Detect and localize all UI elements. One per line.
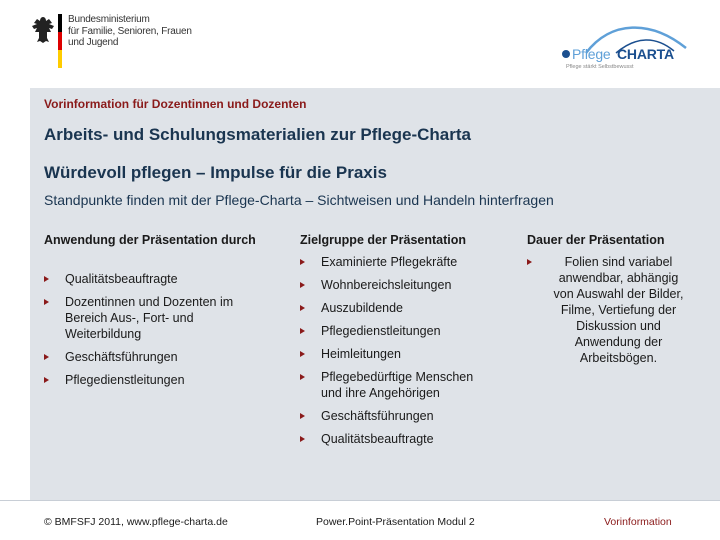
ministry-line-3: und Jugend	[68, 37, 119, 48]
german-flag-bar	[58, 14, 62, 68]
bullet-icon	[44, 377, 49, 383]
logo-word-charta: CHARTA	[617, 46, 674, 62]
list-item: Folien sind variabel anwendbar, abhängig von Auswahl der Bilder, Filme, Vertiefung der Diskussion und Anwendung der Arbeitsbögen.	[527, 254, 689, 366]
bullet-icon	[300, 351, 305, 357]
bullet-icon	[300, 282, 305, 288]
list-dauer	[527, 254, 689, 366]
logo-dot-icon	[562, 50, 570, 58]
ministry-name	[68, 14, 192, 49]
column-heading-anwendung: Anwendung der Präsentation durch	[44, 233, 256, 247]
slide-subtitle: Standpunkte finden mit der Pflege-Charta – Sichtweisen und Handeln hinterfragen	[44, 192, 554, 208]
footer-divider	[0, 500, 720, 501]
ministry-line-1: Bundesministerium	[68, 14, 150, 25]
column-heading-dauer: Dauer der Präsentation	[527, 233, 665, 247]
list-item: Heimleitungen	[300, 346, 510, 362]
list-zielgruppe	[300, 254, 510, 447]
pflege-charta-logo	[556, 24, 706, 76]
footer-copyright: © BMFSFJ 2011, www.pflege-charta.de	[44, 516, 228, 528]
list-item: Geschäftsführungen	[44, 349, 259, 365]
bullet-icon	[300, 259, 305, 265]
list-item: Wohnbereichsleitungen	[300, 277, 510, 293]
bullet-icon	[300, 413, 305, 419]
bullet-icon	[44, 276, 49, 282]
list-item: Qualitätsbeauftragte	[44, 271, 259, 287]
slide-header	[0, 0, 720, 88]
ministry-line-2: für Familie, Senioren, Frauen	[68, 25, 192, 37]
list-item: Examinierte Pflegekräfte	[300, 254, 510, 270]
bullet-icon	[44, 299, 49, 305]
list-item: Pflegebedürftige Menschen und ihre Angehörigen	[300, 369, 480, 401]
list-anwendung	[44, 271, 259, 388]
column-heading-zielgruppe: Zielgruppe der Präsentation	[300, 233, 467, 247]
bullet-icon	[300, 436, 305, 442]
logo-word-pflege: Pflege	[572, 46, 611, 62]
bullet-icon	[44, 354, 49, 360]
bullet-icon	[527, 259, 532, 265]
footer-module: Power.Point-Präsentation Modul 2	[316, 516, 475, 528]
footer-label: Vorinformation	[604, 516, 672, 528]
slide-title: Arbeits- und Schulungsmaterialien zur Pflege-Charta	[44, 125, 471, 144]
slide-title-secondary: Würdevoll pflegen – Impulse für die Praxis	[44, 163, 387, 182]
list-item: Qualitätsbeauftragte	[300, 431, 510, 447]
bullet-icon	[300, 328, 305, 334]
list-item: Pflegedienstleitungen	[300, 323, 510, 339]
pre-title: Vorinformation für Dozentinnen und Dozenten	[44, 97, 307, 111]
list-item: Geschäftsführungen	[300, 408, 510, 424]
bullet-icon	[300, 374, 305, 380]
logo-tagline: Pflege stärkt Selbstbewusst	[566, 64, 634, 70]
list-item: Dozentinnen und Dozenten im Bereich Aus-, Fort- und Weiterbildung	[44, 294, 259, 342]
bullet-icon	[300, 305, 305, 311]
list-item: Auszubildende	[300, 300, 510, 316]
federal-eagle-icon	[28, 14, 58, 46]
list-item: Pflegedienstleitungen	[44, 372, 259, 388]
